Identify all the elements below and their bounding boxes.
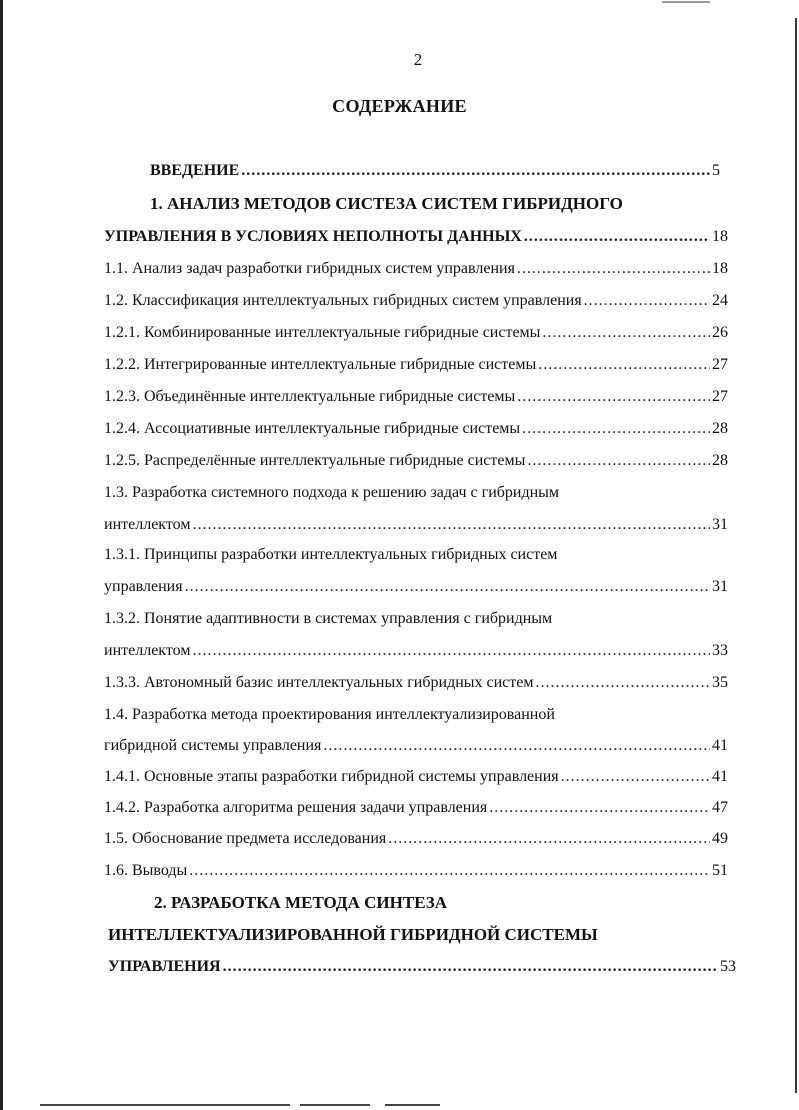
toc-leader xyxy=(489,797,710,819)
toc-page-number: 27 xyxy=(712,356,728,373)
scan-bottom-line xyxy=(300,1104,370,1106)
toc-entry-1-4-line1: 1.4. Разработка метода проектирования интеллектуализированной xyxy=(104,706,555,723)
toc-leader xyxy=(192,640,710,662)
toc-entry-text: управления xyxy=(104,578,183,595)
toc-entry-text: 1.6. Выводы xyxy=(104,862,188,879)
toc-entry-text: 1.3.3. Автономный базис интеллектуальных гибридных систем xyxy=(104,674,534,691)
toc-entry-1-2-2[interactable] xyxy=(104,354,728,376)
toc-entry-chapter1[interactable] xyxy=(104,226,728,248)
toc-leader xyxy=(538,354,710,376)
toc-entry-text: 1.2.3. Объединённые интеллектуальные гибридные системы xyxy=(104,388,516,405)
toc-entry-1-2[interactable] xyxy=(104,290,728,312)
chapter2-heading-line1: 2. РАЗРАБОТКА МЕТОДА СИНТЕЗА xyxy=(154,893,448,912)
toc-leader xyxy=(517,258,710,280)
toc-entry-1-5[interactable] xyxy=(104,828,728,850)
chapter2-heading-line2: ИНТЕЛЛЕКТУАЛИЗИРОВАННОЙ ГИБРИДНОЙ СИСТЕМЫ xyxy=(108,925,598,944)
toc-page-number: 41 xyxy=(712,768,728,785)
toc-entry-1-3-line1: 1.3. Разработка системного подхода к решению задач с гибридным xyxy=(104,484,560,501)
toc-page-number: 18 xyxy=(712,260,728,277)
toc-leader xyxy=(561,766,710,788)
toc-entry-text: 1.2.2. Интегрированные интеллектуальные гибридные системы xyxy=(104,356,537,373)
toc-entry-1-2-5[interactable] xyxy=(104,450,728,472)
toc-page-number: 28 xyxy=(712,420,728,437)
toc-entry-intro[interactable] xyxy=(150,160,720,182)
toc-leader xyxy=(524,226,710,248)
toc-page-number: 49 xyxy=(712,830,728,847)
toc-entry-1-3-3[interactable] xyxy=(104,672,728,694)
toc-entry-1-4-1[interactable] xyxy=(104,766,728,788)
scan-top-mark xyxy=(662,1,710,3)
toc-leader xyxy=(542,322,710,344)
toc-entry-text: 1.4.2. Разработка алгоритма решения задачи управления xyxy=(104,799,488,816)
toc-page-number: 18 xyxy=(712,228,728,245)
toc-page-number: 24 xyxy=(712,292,728,309)
toc-leader xyxy=(185,576,710,598)
toc-entry-1-4-2[interactable] xyxy=(104,797,728,819)
toc-entry-text: 1.5. Обоснование предмета исследования xyxy=(104,830,387,847)
toc-entry-1-4[interactable] xyxy=(104,735,728,757)
toc-title: СОДЕРЖАНИЕ xyxy=(332,96,467,116)
toc-leader xyxy=(517,386,710,408)
toc-entry-1-1[interactable] xyxy=(104,258,728,280)
scan-right-edge xyxy=(795,18,797,1093)
toc-page-number: 31 xyxy=(712,578,728,595)
toc-entry-text: 1.1. Анализ задач разработки гибридных систем управления xyxy=(104,260,515,277)
toc-page-number: 5 xyxy=(712,162,720,179)
toc-entry-1-3-1[interactable] xyxy=(104,576,728,598)
toc-leader xyxy=(323,735,710,757)
toc-entry-chapter2[interactable] xyxy=(108,956,736,978)
toc-entry-text: 1.4.1. Основные этапы разработки гибридной системы управления xyxy=(104,768,559,785)
toc-entry-text: гибридной системы управления xyxy=(104,737,322,754)
toc-page-number: 28 xyxy=(712,452,728,469)
chapter1-heading-line1: 1. АНАЛИЗ МЕТОДОВ СИСТЕЗА СИСТЕМ ГИБРИДНОГО xyxy=(150,194,623,213)
toc-leader xyxy=(584,290,710,312)
scan-left-edge xyxy=(0,0,3,1110)
toc-entry-1-3-1-line1: 1.3.1. Принципы разработки интеллектуальных гибридных систем xyxy=(104,546,558,563)
toc-leader xyxy=(241,160,710,182)
toc-entry-1-2-3[interactable] xyxy=(104,386,728,408)
toc-page-number: 27 xyxy=(712,388,728,405)
toc-entry-text: 1.2.5. Распределённые интеллектуальные гибридные системы xyxy=(104,452,526,469)
toc-entry-text: УПРАВЛЕНИЯ В УСЛОВИЯХ НЕПОЛНОТЫ ДАННЫХ xyxy=(104,228,522,245)
toc-entry-text: 1.2.4. Ассоциативные интеллектуальные гибридные системы xyxy=(104,420,521,437)
page-number: 2 xyxy=(413,50,423,69)
toc-entry-1-3-2-line1: 1.3.2. Понятие адаптивности в системах управления с гибридным xyxy=(104,610,553,627)
toc-leader xyxy=(388,828,710,850)
toc-entry-text: интеллектом xyxy=(104,516,191,533)
toc-page-number: 31 xyxy=(712,516,728,533)
toc-page-number: 33 xyxy=(712,642,728,659)
toc-page-number: 26 xyxy=(712,324,728,341)
toc-page-number: 51 xyxy=(712,862,728,879)
toc-entry-text: УПРАВЛЕНИЯ xyxy=(108,958,221,975)
toc-leader xyxy=(522,418,710,440)
scan-bottom-line xyxy=(40,1104,290,1106)
toc-entry-1-3[interactable] xyxy=(104,514,728,536)
toc-leader xyxy=(192,514,710,536)
toc-page-number: 35 xyxy=(712,674,728,691)
scan-bottom-line xyxy=(385,1104,440,1106)
toc-leader xyxy=(527,450,710,472)
toc-entry-text: 1.2. Классификация интеллектуальных гибридных систем управления xyxy=(104,292,582,309)
toc-leader xyxy=(189,860,710,882)
toc-leader xyxy=(223,956,718,978)
toc-entry-text: интеллектом xyxy=(104,642,191,659)
toc-entry-text: 1.2.1. Комбинированные интеллектуальные гибридные системы xyxy=(104,324,541,341)
toc-page-number: 47 xyxy=(712,799,728,816)
toc-page-number: 53 xyxy=(720,958,736,975)
toc-entry-text: ВВЕДЕНИЕ xyxy=(150,162,240,179)
toc-leader xyxy=(536,672,711,694)
toc-entry-1-2-1[interactable] xyxy=(104,322,728,344)
toc-entry-1-6[interactable] xyxy=(104,860,728,882)
toc-page-number: 41 xyxy=(712,737,728,754)
toc-entry-1-2-4[interactable] xyxy=(104,418,728,440)
toc-entry-1-3-2[interactable] xyxy=(104,640,728,662)
